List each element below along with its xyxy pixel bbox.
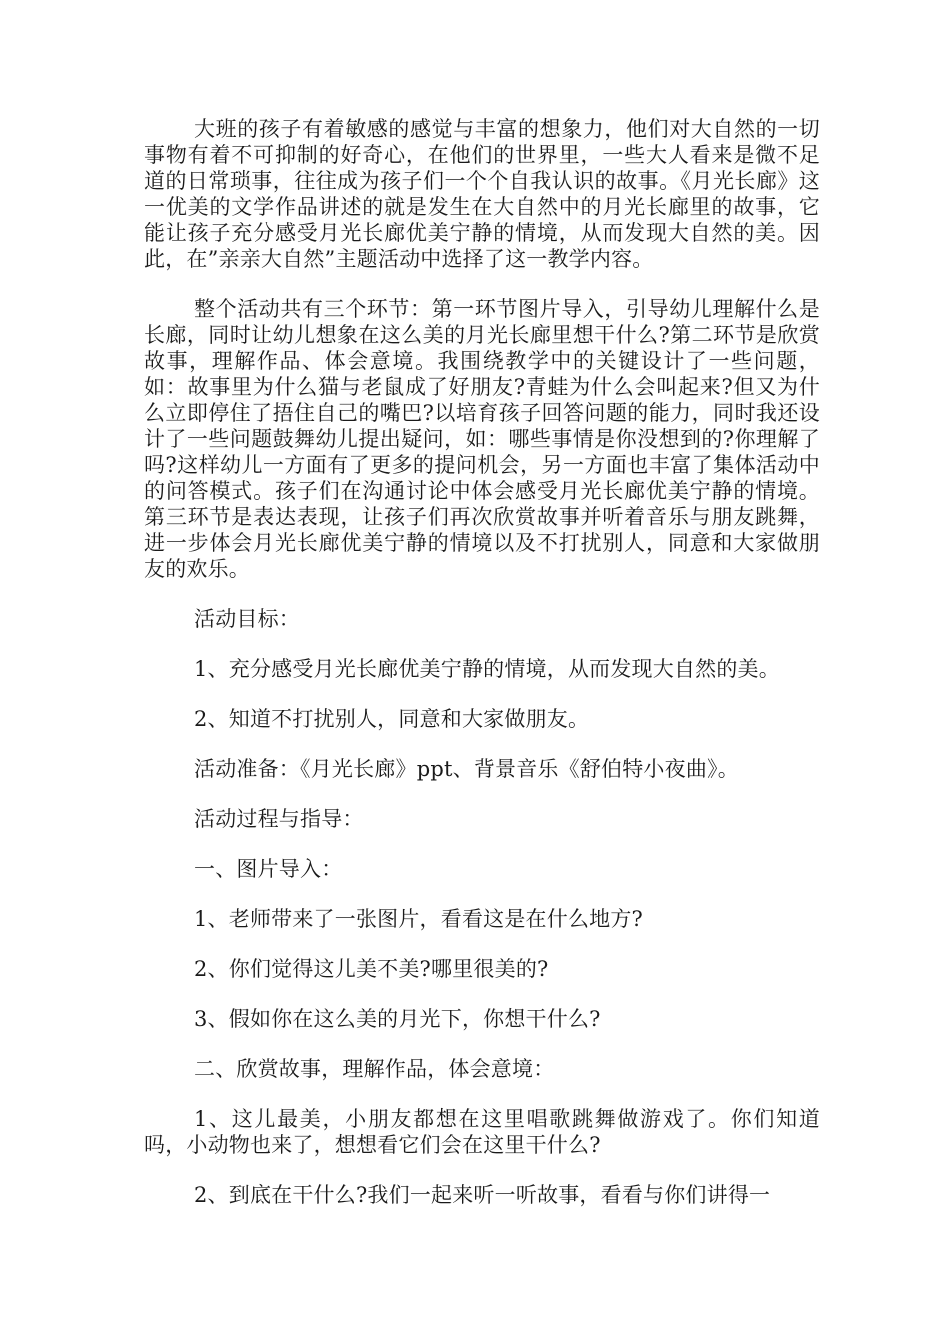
goal-item: 1、充分感受月光长廊优美宁静的情境，从而发现大自然的美。 xyxy=(194,657,780,681)
list-item: 3、假如你在这么美的月光下，你想干什么? xyxy=(194,1007,601,1031)
list-item: 1、老师带来了一张图片，看看这是在什么地方? xyxy=(194,907,644,931)
section-heading: 一、图片导入： xyxy=(194,857,343,881)
process-heading: 活动过程与指导： xyxy=(194,807,364,831)
section-heading: 二、欣赏故事，理解作品，体会意境： xyxy=(194,1057,555,1081)
document-page xyxy=(144,116,820,1232)
goals-heading: 活动目标： xyxy=(194,607,300,631)
goal-item: 2、知道不打扰别人，同意和大家做朋友。 xyxy=(194,707,590,731)
list-item: 2、到底在干什么?我们一起来听一听故事，看看与你们讲得一 xyxy=(194,1183,771,1207)
activity-overview-paragraph: 整个活动共有三个环节：第一环节图片导入，引导幼儿理解什么是长廊，同时让幼儿想象在这么美的月光长廊里想干什么?第二环节是欣赏故事，理解作品、体会意境。我围绕教学中的关键设计了一些问题，如：故事里为什么猫与老鼠成了好朋友?青蛙为什么会叫起来?但又为什么立即停住了捂住自己的嘴巴?以培育孩子回答问题的能力，同时我还设计了一些问题鼓舞幼儿提出疑问，如：哪些事情是你没想到的?你理解了吗?这样幼儿一方面有了更多的提问机会，另一方面也丰富了集体活动中的问答模式。孩子们在沟通讨论中体会感受月光长廊优美宁静的情境。第三环节是表达表现，让孩子们再次欣赏故事并听着音乐与朋友跳舞，进一步体会月光长廊优美宁静的情境以及不打扰别人，同意和大家做朋友的欢乐。 xyxy=(144,297,820,581)
list-item: 2、你们觉得这儿美不美?哪里很美的? xyxy=(194,957,549,981)
preparation-line: 活动准备：《月光长廊》ppt、背景音乐《舒伯特小夜曲》。 xyxy=(194,757,739,781)
intro-paragraph: 大班的孩子有着敏感的感觉与丰富的想象力，他们对大自然的一切事物有着不可抑制的好奇心，在他们的世界里，一些大人看来是微不足道的日常琐事，往往成为孩子们一个个自我认识的故事。《月光长廊》这一优美的文学作品讲述的就是发生在大自然中的月光长廊里的故事，它能让孩子充分感受月光长廊优美宁静的情境，从而发现大自然的美。因此，在”亲亲大自然”主题活动中选择了这一教学内容。 xyxy=(144,117,820,271)
list-item: 1、这儿最美，小朋友都想在这里唱歌跳舞做游戏了。你们知道吗，小动物也来了，想想看它们会在这里干什么? xyxy=(144,1107,820,1157)
